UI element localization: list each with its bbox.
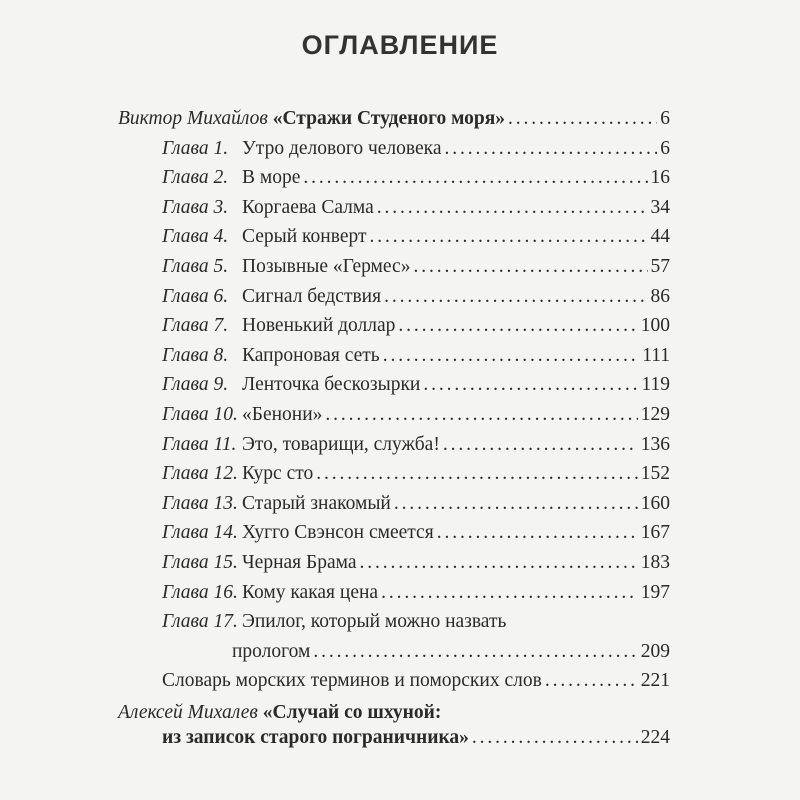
toc-entry-book2-cont[interactable] <box>118 723 670 753</box>
page-number: 160 <box>640 492 670 514</box>
chapter-label: Глава 7. <box>162 315 229 337</box>
dot-leader <box>394 489 638 519</box>
dot-leader <box>445 134 658 164</box>
dot-leader <box>325 400 637 430</box>
chapter-label: Глава 13. <box>162 492 238 514</box>
toc-entry-chapter-5[interactable] <box>118 252 670 282</box>
chapter-name: Курс сто <box>242 463 314 485</box>
dot-leader <box>370 222 648 252</box>
dot-leader <box>437 518 638 548</box>
chapter-label: Глава 3. <box>162 196 229 218</box>
page-number: 6 <box>660 108 670 129</box>
dot-leader <box>359 548 637 578</box>
toc-entry-chapter-12[interactable] <box>118 459 670 489</box>
dot-leader <box>413 252 647 282</box>
chapter-label: Глава 15. <box>162 551 238 573</box>
chapter-name: Черная Брама <box>242 551 357 573</box>
table-of-contents <box>118 104 670 753</box>
dot-leader <box>383 341 640 371</box>
glossary-name: Словарь морских терминов и поморских слов <box>162 670 542 692</box>
chapter-label: Глава 5. <box>162 255 229 277</box>
chapter-label: Глава 14. <box>162 522 238 544</box>
toc-entry-chapter-1[interactable] <box>118 134 670 164</box>
chapter-name: Позывные «Гермес» <box>242 255 411 277</box>
chapter-name: Серый конверт <box>242 226 367 248</box>
chapter-label: Глава 16. <box>162 581 238 603</box>
toc-entry-chapter-17-cont[interactable] <box>118 637 670 667</box>
page-number: 44 <box>650 226 670 248</box>
chapter-name-cont: прологом <box>232 640 311 662</box>
book2-author: Алексей Михалев <box>118 701 258 723</box>
page-number: 152 <box>640 463 670 485</box>
dot-leader <box>423 370 638 400</box>
toc-entry-chapter-6[interactable] <box>118 282 670 312</box>
page-number: 167 <box>640 522 670 544</box>
toc-entry-chapter-4[interactable] <box>118 222 670 252</box>
chapter-label: Глава 6. <box>162 285 229 307</box>
dot-leader <box>443 430 638 460</box>
toc-entry-chapter-7[interactable] <box>118 311 670 341</box>
dot-leader <box>313 637 637 667</box>
page-number: 209 <box>640 640 670 662</box>
chapter-name: Утро делового человека <box>242 137 442 159</box>
page-number: 100 <box>640 315 670 337</box>
page-number: 34 <box>650 196 670 218</box>
dot-leader <box>545 666 638 696</box>
chapter-label: Глава 8. <box>162 344 229 366</box>
book2-title: «Случай со шхуной: <box>262 701 442 723</box>
toc-entry-chapter-3[interactable] <box>118 193 670 223</box>
dot-leader <box>377 193 648 223</box>
book1-title: «Стражи Студеного моря» <box>272 108 506 129</box>
chapter-name: Это, товарищи, служба! <box>242 433 440 455</box>
toc-entry-chapter-9[interactable] <box>118 370 670 400</box>
chapter-name: Капроновая сеть <box>242 344 380 366</box>
page-number: 224 <box>640 727 670 749</box>
toc-entry-chapter-13[interactable] <box>118 489 670 519</box>
toc-entry-chapter-16[interactable] <box>118 578 670 608</box>
chapter-name: «Бенони» <box>242 403 323 425</box>
toc-entry-chapter-10[interactable] <box>118 400 670 430</box>
chapter-name: Старый знакомый <box>242 492 391 514</box>
page-number: 183 <box>640 551 670 573</box>
dot-leader <box>381 578 638 608</box>
toc-entry-chapter-8[interactable] <box>118 341 670 371</box>
page-number: 119 <box>641 374 670 396</box>
dot-leader <box>508 104 657 134</box>
toc-entry-glossary[interactable] <box>118 666 670 696</box>
chapter-label: Глава 2. <box>162 167 229 189</box>
page-number: 16 <box>650 167 670 189</box>
toc-entry-chapter-11[interactable] <box>118 430 670 460</box>
chapter-name: Ленточка бескозырки <box>242 374 421 396</box>
chapter-label: Глава 12. <box>162 463 238 485</box>
toc-entry-chapter-14[interactable] <box>118 518 670 548</box>
dot-leader <box>303 163 647 193</box>
chapter-name: Коргаева Салма <box>242 196 374 218</box>
dot-leader <box>472 723 638 753</box>
dot-leader <box>384 282 647 312</box>
page-number: 197 <box>640 581 670 603</box>
book1-author: Виктор Михайлов <box>118 108 268 129</box>
chapter-name: Новенький доллар <box>242 315 396 337</box>
page-number: 136 <box>640 433 670 455</box>
book2-title-cont: из записок старого пограничника» <box>162 727 469 749</box>
chapter-label: Глава 11. <box>162 433 237 455</box>
page-number: 111 <box>642 344 670 366</box>
chapter-label: Глава 1. <box>162 137 229 159</box>
dot-leader <box>316 459 638 489</box>
chapter-name: Сигнал бедствия <box>242 285 382 307</box>
page-number: 57 <box>650 255 670 277</box>
toc-entry-book1[interactable] <box>118 104 670 134</box>
chapter-name: Хугго Свэнсон смеется <box>242 522 434 544</box>
chapter-name: Эпилог, который можно назвать <box>242 611 507 633</box>
chapter-name: Кому какая цена <box>242 581 379 603</box>
page-title: ОГЛАВЛЕНИЕ <box>301 30 499 60</box>
toc-entry-chapter-15[interactable] <box>118 548 670 578</box>
page-number: 6 <box>660 137 670 159</box>
dot-leader <box>398 311 637 341</box>
page-number: 86 <box>650 285 670 307</box>
page-number: 221 <box>640 670 670 692</box>
chapter-label: Глава 17. <box>162 611 238 633</box>
toc-entry-chapter-17[interactable] <box>118 607 670 637</box>
chapter-label: Глава 4. <box>162 226 229 248</box>
chapter-label: Глава 10. <box>162 403 238 425</box>
toc-entry-chapter-2[interactable] <box>118 163 670 193</box>
chapter-name: В море <box>242 167 301 189</box>
page-number: 129 <box>640 403 670 425</box>
chapter-label: Глава 9. <box>162 374 229 396</box>
